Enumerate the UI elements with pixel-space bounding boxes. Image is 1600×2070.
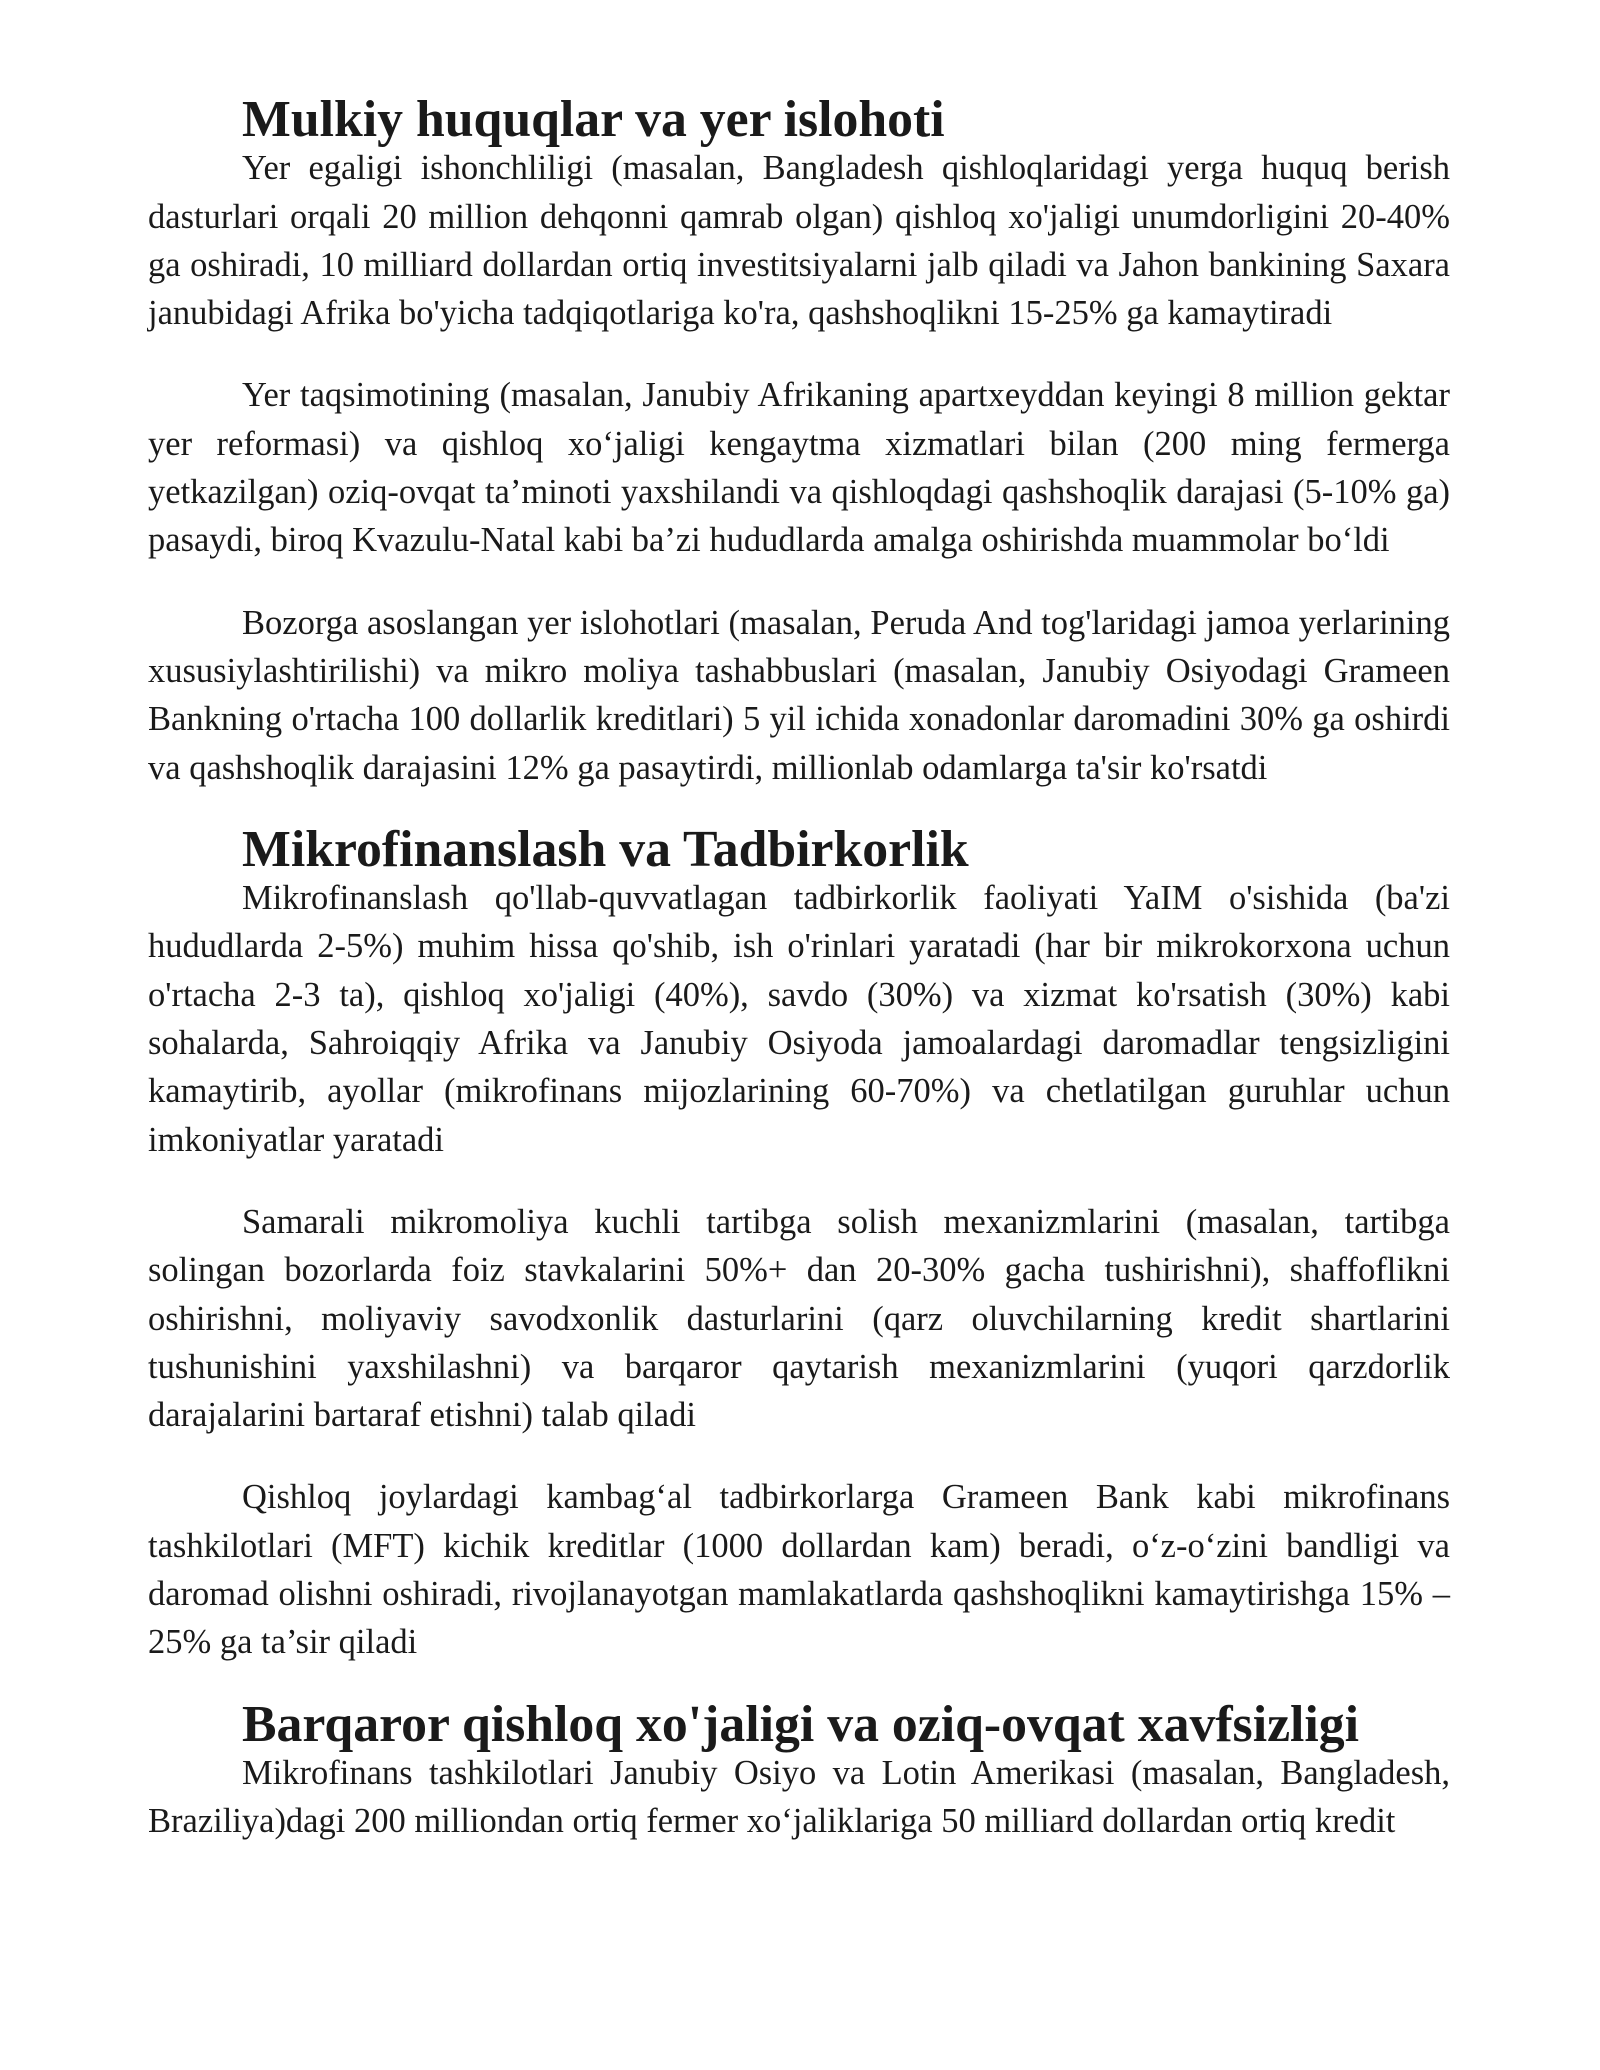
paragraph: Mikrofinanslash qo'llab-quvvatlagan tadbirkorlik faoliyati YaIM o'sishida (ba'zi hududlarda 2-5%) muhim hissa qo'shib, ish o'rinlari yaratadi (har bir mikrokorxona uchun o'rtacha 2-3 ta), qishloq xo'jaligi (40%), savdo (30%) va xizmat ko'rsatish (30%) kabi sohalarda, Sahroiqqiy Afrika va Janubiy Osiyoda jamoalardagi daromadlar tengsizligini kamaytirib, ayollar (mikrofinans mijozlarining 60-70%) va chetlatilgan guruhlar uchun imkoniyatlar yaratadi (148, 879, 1450, 1159)
document-page (148, 91, 1450, 1846)
section-heading: Mulkiy huquqlar va yer islohoti (242, 91, 945, 148)
paragraph: Yer taqsimotining (masalan, Janubiy Afrikaning apartxeyddan keyingi 8 million gektar yer reformasi) va qishloq xo‘jaligi kengaytma xizmatlari bilan (200 ming fermerga yetkazilgan) oziq-ovqat ta’minoti yaxshilandi va qishloqdagi qashshoqlik darajasi (5-10% ga) pasaydi, biroq Kvazulu-Natal kabi ba’zi hududlarda amalga oshirishda muammolar bo‘ldi (148, 376, 1450, 560)
paragraph: Qishloq joylardagi kambag‘al tadbirkorlarga Grameen Bank kabi mikrofinans tashkilotlari (MFT) kichik kreditlar (1000 dollardan kam) beradi, o‘z-o‘zini bandligi va daromad olishni oshiradi, rivojlanayotgan mamlakatlarda qashshoqlikni kamaytirishga 15% – 25% ga ta’sir qiladi (148, 1478, 1450, 1662)
section-heading: Mikrofinanslash va Tadbirkorlik (242, 820, 969, 878)
section-heading: Barqaror qishloq xo'jaligi va oziq-ovqat xavfsizligi (242, 1695, 1360, 1753)
section-property-rights (148, 91, 1450, 792)
paragraph: Bozorga asoslangan yer islohotlari (masalan, Peruda And tog'laridagi jamoa yerlarining xususiylashtirilishi) va mikro moliya tashabbuslari (masalan, Janubiy Osiyodagi Grameen Bankning o'rtacha 100 dollarlik kreditlari) 5 yil ichida xonadonlar daromadini 30% ga oshirdi va qashshoqlik darajasini 12% ga pasaytirdi, millionlab odamlarga ta'sir ko'rsatdi (148, 603, 1450, 787)
paragraph: Samarali mikromoliya kuchli tartibga solish mexanizmlarini (masalan, tartibga solingan bozorlarda foiz stavkalarini 50%+ dan 20-30% gacha tushirishni), shaffoflikni oshirishni, moliyaviy savodxonlik dasturlarini (qarz oluvchilarning kredit shartlarini tushunishini yaxshilashni) va barqaror qaytarish mexanizmlarini (yuqori qarzdorlik darajalarini bartaraf etishni) talab qiladi (148, 1202, 1450, 1435)
paragraph: Yer egaligi ishonchliligi (masalan, Bangladesh qishloqlaridagi yerga huquq berish dasturlari orqali 20 million dehqonni qamrab olgan) qishloq xo'jaligi unumdorligini 20-40% ga oshiradi, 10 milliard dollardan ortiq investitsiyalarni jalb qiladi va Jahon bankining Saxara janubidagi Afrika bo'yicha tadqiqotlariga ko'ra, qashshoqlikni 15-25% ga kamaytiradi (148, 149, 1450, 333)
paragraph: Mikrofinans tashkilotlari Janubiy Osiyo va Lotin Amerikasi (masalan, Bangladesh, Braziliya)dagi 200 milliondan ortiq fermer xo‘jaliklariga 50 milliard dollardan ortiq kredit (148, 1753, 1450, 1841)
section-microfinance (148, 820, 1450, 1667)
section-sustainable-agriculture (148, 1695, 1450, 1846)
